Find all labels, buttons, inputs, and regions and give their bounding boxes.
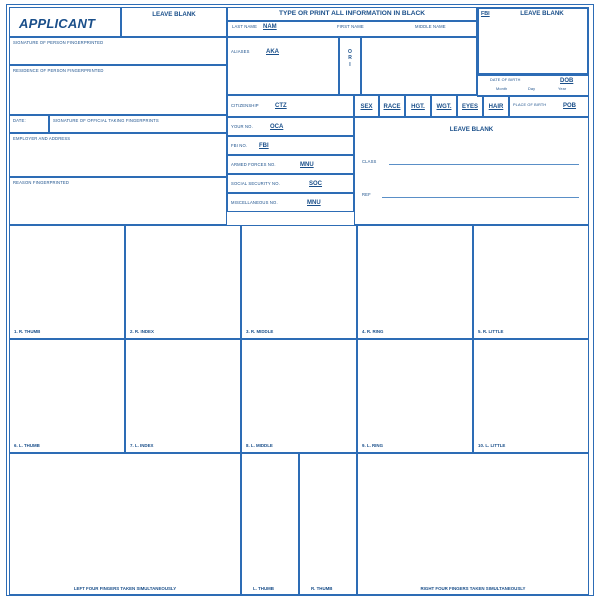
class-label: CLASS xyxy=(362,159,377,164)
aliases-code: AKA xyxy=(266,49,279,55)
pob-code: POB xyxy=(563,103,577,109)
type-print-header-label: TYPE OR PRINT ALL INFORMATION IN BLACK xyxy=(278,10,426,17)
ref-label: REF xyxy=(362,192,371,197)
class-leave-blank-title: LEAVE BLANK xyxy=(449,126,494,133)
right-four-fingers-cell xyxy=(357,453,589,595)
print-cell-8 xyxy=(241,339,357,453)
residence-label: RESIDENCE OF PERSON FINGERPRINTED xyxy=(13,68,104,73)
ref-rule xyxy=(382,197,579,198)
dob-part-year: Year xyxy=(558,87,567,91)
print-label-2: 2. R. INDEX xyxy=(130,329,154,334)
print-label-1: 1. R. THUMB xyxy=(14,329,41,334)
print-cell-6 xyxy=(9,339,125,453)
class-rule xyxy=(389,164,579,165)
misc-no-code: MNU xyxy=(307,200,321,206)
reason-label: REASON FINGERPRINTED xyxy=(13,180,70,185)
right-thumb-label: R. THUMB xyxy=(311,586,333,591)
race-code: RACE xyxy=(383,104,401,110)
hgt-code: HGT. xyxy=(411,104,425,110)
wgt-code: WGT. xyxy=(436,104,452,110)
print-label-10: 10. L. LITTLE xyxy=(478,443,506,448)
print-label-5: 5. R. LITTLE xyxy=(478,329,504,334)
middle-name-label: MIDDLE NAME xyxy=(415,24,446,29)
pob-label: PLACE OF BIRTH xyxy=(513,103,547,107)
fbi-tag-label: FBI xyxy=(481,11,490,17)
employer-label: EMPLOYER AND ADDRESS xyxy=(13,136,71,141)
aliases-label: ALIASES xyxy=(231,49,250,54)
dob-code: DOB xyxy=(560,78,574,84)
right-thumb-cell xyxy=(299,453,357,595)
armed-forces-label: ARMED FORCES NO. xyxy=(231,162,276,167)
armed-forces-code: MNU xyxy=(300,162,314,168)
form-title: APPLICANT xyxy=(19,16,96,31)
dob-part-day: Day xyxy=(528,87,536,91)
left-thumb-cell xyxy=(241,453,299,595)
print-cell-10 xyxy=(473,339,589,453)
leave-blank-left-label: LEAVE BLANK xyxy=(152,11,196,18)
last-name-label: LAST NAME xyxy=(232,24,258,29)
print-cell-1 xyxy=(9,225,125,339)
ori-label: O R I xyxy=(348,49,352,68)
fbi-no-label: FBI NO. xyxy=(231,143,248,148)
official-signature-label: SIGNATURE OF OFFICIAL TAKING FINGERPRINTS xyxy=(53,118,159,123)
ssn-code: SOC xyxy=(309,181,323,187)
print-cell-5 xyxy=(473,225,589,339)
citizenship-label: CITIZENSHIP xyxy=(231,103,259,108)
dob-label: DATE OF BIRTH xyxy=(490,78,521,82)
first-name-label: FIRST NAME xyxy=(337,24,364,29)
print-cell-7 xyxy=(125,339,241,453)
left-four-fingers-cell xyxy=(9,453,241,595)
dob-part-month: Month xyxy=(496,87,508,91)
print-cell-9 xyxy=(357,339,473,453)
leave-blank-right-label: LEAVE BLANK xyxy=(520,10,564,17)
print-label-7: 7. L. INDEX xyxy=(130,443,154,448)
ori-right-blank-box xyxy=(361,37,477,95)
print-label-3: 3. R. MIDDLE xyxy=(246,329,274,334)
print-cell-3 xyxy=(241,225,357,339)
your-no-label: YOUR NO. xyxy=(231,124,253,129)
eyes-code: EYES xyxy=(461,104,478,110)
ssn-label: SOCIAL SECURITY NO. xyxy=(231,181,280,186)
left-thumb-label: L. THUMB xyxy=(253,586,274,591)
citizenship-code: CTZ xyxy=(275,103,287,109)
sex-code: SEX xyxy=(360,104,373,110)
signature-person-label: SIGNATURE OF PERSON FINGERPRINTED xyxy=(13,40,104,45)
print-cell-2 xyxy=(125,225,241,339)
date-label: DATE: xyxy=(13,118,26,123)
print-label-9: 9. L. RING xyxy=(362,443,383,448)
print-label-4: 4. R. RING xyxy=(362,329,384,334)
hair-code: HAIR xyxy=(488,104,504,110)
left-four-fingers-label: LEFT FOUR FINGERS TAKEN SIMULTANEOUSLY xyxy=(73,586,177,591)
your-no-code: OCA xyxy=(270,124,284,130)
fbi-no-code: FBI xyxy=(259,143,269,149)
aliases-box xyxy=(227,37,339,95)
right-four-fingers-label: RIGHT FOUR FINGERS TAKEN SIMULTANEOUSLY xyxy=(420,586,526,591)
last-name-code: NAM xyxy=(263,24,277,30)
print-label-8: 8. L. MIDDLE xyxy=(246,443,273,448)
print-label-6: 6. L. THUMB xyxy=(14,443,40,448)
print-cell-4 xyxy=(357,225,473,339)
fingerprint-card xyxy=(6,4,594,596)
misc-no-label: MISCELLANEOUS NO. xyxy=(231,200,278,205)
